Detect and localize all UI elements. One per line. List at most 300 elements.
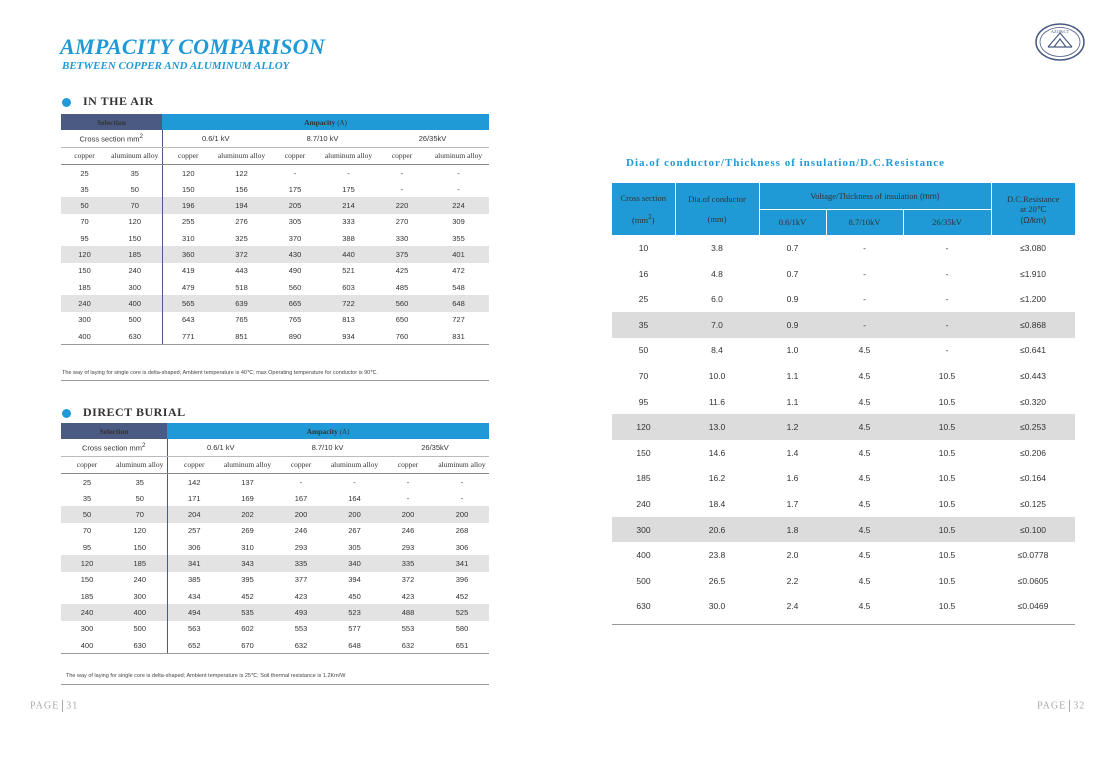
- dia-table-body: [612, 235, 1075, 619]
- table-row: [612, 235, 1075, 261]
- table-cell: 330: [395, 233, 409, 243]
- table-cell: 164: [348, 493, 361, 503]
- table-cell: 70: [638, 370, 649, 381]
- column-header: aluminum alloy: [328, 456, 381, 473]
- table-cell: 169: [241, 493, 254, 503]
- table-cell: 300: [612, 517, 675, 543]
- table-cell: 150: [80, 575, 94, 585]
- voltage-header: 26/35kV: [376, 130, 489, 147]
- table-cell: 200: [274, 506, 328, 522]
- table-cell: 194: [214, 197, 269, 213]
- table-row: [612, 440, 1075, 466]
- column-header: copper: [162, 147, 214, 164]
- table-cell: 4.5: [858, 498, 871, 509]
- table-cell: 1.2: [759, 414, 826, 440]
- resistance-header: D.C.Resistance at 20℃ (Ω/km): [991, 183, 1075, 235]
- table-cell: 205: [269, 197, 321, 213]
- table-cell: ≤0.0469: [1017, 601, 1049, 612]
- table-cell: 4.5: [858, 601, 871, 612]
- table-row: [61, 328, 489, 345]
- table-row: [61, 572, 489, 588]
- table-row: [61, 539, 489, 555]
- section-heading-air: IN THE AIR: [62, 94, 154, 109]
- table-cell: 440: [321, 246, 376, 262]
- table-row: [612, 517, 1075, 543]
- table-cell: 400: [113, 604, 167, 620]
- air-ampacity-table: [61, 114, 489, 345]
- table-cell: 167: [294, 493, 308, 503]
- table-cell: 175: [342, 184, 355, 194]
- svg-text:AZO&CT: AZO&CT: [1050, 29, 1070, 34]
- table-cell: 150: [108, 230, 162, 246]
- table-cell: 150: [636, 447, 651, 458]
- table-cell: -: [863, 294, 866, 305]
- table-cell: 2.4: [786, 601, 799, 612]
- table-cell: 443: [235, 266, 248, 276]
- table-cell: 50: [638, 345, 649, 356]
- table-cell: -: [863, 242, 866, 253]
- table-row: [612, 466, 1075, 492]
- table-cell: 246: [294, 526, 308, 536]
- table-cell: -: [457, 184, 460, 194]
- table-cell: 1.0: [786, 345, 799, 356]
- material-header-row: [61, 456, 489, 473]
- table-cell: 4.5: [858, 447, 871, 458]
- table-cell: 70: [113, 506, 167, 522]
- table-cell: 240: [113, 572, 167, 588]
- column-header: copper: [167, 456, 221, 473]
- table-cell: 340: [328, 555, 381, 571]
- bullet-dot-icon: [62, 409, 71, 418]
- table-row: [61, 230, 489, 246]
- table-cell: 493: [274, 604, 328, 620]
- table-cell: 240: [636, 498, 651, 509]
- page-subtitle: BETWEEN COPPER AND ALUMINUM ALLOY: [62, 60, 290, 72]
- table-cell: 400: [108, 295, 162, 311]
- cross-section-header: Cross section $mm^2$: [61, 439, 167, 456]
- table-cell: 372: [214, 246, 269, 262]
- table-cell: 563: [187, 624, 201, 634]
- column-header: copper: [269, 147, 321, 164]
- table-cell: 175: [288, 184, 302, 194]
- table-cell: 306: [455, 542, 469, 552]
- table-cell: 485: [395, 282, 409, 292]
- table-cell: ≤1.910: [1020, 268, 1046, 279]
- table-cell: 4.5: [858, 473, 871, 484]
- table-cell: 95: [638, 396, 649, 407]
- table-cell: 630: [113, 637, 167, 654]
- table-cell: 934: [321, 328, 376, 345]
- table-row: [61, 490, 489, 506]
- table-cell: 95: [80, 233, 89, 243]
- table-cell: 35: [82, 493, 92, 503]
- table-cell: -: [299, 477, 303, 487]
- table-cell: 18.4: [708, 498, 726, 509]
- page-number-right: PAGE 32: [1037, 700, 1086, 712]
- table-cell: 632: [381, 637, 435, 654]
- table-row: [612, 363, 1075, 389]
- table-cell: 0.7: [786, 268, 799, 279]
- table-cell: 200: [328, 506, 381, 522]
- table-row: [61, 621, 489, 637]
- air-note-divider: [61, 380, 489, 381]
- table-row: [612, 261, 1075, 287]
- burial-table-note: The way of laying for single core is delta-shaped; Ambient temperature is 25℃; Soil thermal resistance is 1.2Km/W: [66, 673, 346, 679]
- table-cell: 385: [187, 575, 201, 585]
- column-header: copper: [61, 147, 108, 164]
- table-cell: -: [460, 493, 464, 503]
- material-header-row: [61, 147, 489, 164]
- table-cell: 20.6: [675, 517, 759, 543]
- table-cell: 150: [113, 539, 167, 555]
- table-cell: 2.0: [786, 550, 799, 561]
- table-row: [612, 286, 1075, 312]
- table-cell: 16: [638, 268, 649, 279]
- table-cell: 8.4: [711, 345, 723, 356]
- table-cell: 6.0: [711, 294, 723, 305]
- table-cell: 643: [181, 315, 195, 325]
- table-cell: 521: [342, 266, 355, 276]
- page-number-left: PAGE 31: [30, 700, 79, 712]
- table-cell: 200: [435, 506, 489, 522]
- table-row: [61, 263, 489, 279]
- table-cell: 4.5: [858, 370, 871, 381]
- table-cell: 813: [342, 315, 355, 325]
- table-cell: 851: [214, 328, 269, 345]
- table-cell: 400: [636, 550, 651, 561]
- table-cell: 306: [187, 542, 201, 552]
- table-cell: 25: [82, 477, 92, 487]
- table-cell: 202: [221, 506, 274, 522]
- table-cell: 50: [113, 490, 167, 506]
- table-cell: 120: [113, 523, 167, 539]
- column-header: copper: [61, 456, 113, 473]
- table-row: [61, 523, 489, 539]
- table-cell: -: [457, 168, 460, 178]
- table-cell: 360: [162, 246, 214, 262]
- table-cell: 204: [167, 506, 221, 522]
- table-cell: 560: [288, 282, 302, 292]
- table-row: [61, 197, 489, 213]
- table-cell: 479: [181, 282, 195, 292]
- table-cell: 11.6: [709, 396, 725, 407]
- table-cell: 494: [167, 604, 221, 620]
- table-cell: 16.2: [708, 473, 726, 484]
- table-cell: 553: [294, 624, 308, 634]
- table-cell: 70: [108, 197, 162, 213]
- table-cell: 35: [113, 473, 167, 490]
- selection-header: Selection: [61, 423, 167, 439]
- table-cell: 200: [381, 506, 435, 522]
- table-cell: ≤0.641: [1020, 345, 1046, 356]
- ampacity-header: Ampacity (A): [167, 423, 489, 439]
- table-cell: 535: [221, 604, 274, 620]
- table-cell: 10.5: [903, 414, 991, 440]
- table-cell: 35: [80, 184, 89, 194]
- table-cell: ≤0.253: [991, 414, 1075, 440]
- table-cell: 2.2: [786, 575, 799, 586]
- table-cell: 377: [294, 575, 308, 585]
- table-cell: 120: [61, 246, 108, 262]
- table-cell: -: [945, 294, 949, 305]
- table-cell: 490: [288, 266, 302, 276]
- table-cell: 150: [181, 184, 195, 194]
- table-cell: -: [400, 184, 404, 194]
- table-cell: 523: [328, 604, 381, 620]
- table-cell: 240: [108, 263, 162, 279]
- table-cell: 137: [241, 477, 254, 487]
- table-cell: 185: [78, 282, 91, 292]
- table-cell: 14.6: [708, 447, 726, 458]
- table-cell: 300: [113, 588, 167, 604]
- table-cell: 452: [241, 591, 254, 601]
- table-row: [61, 181, 489, 197]
- table-row: [612, 542, 1075, 568]
- table-cell: 4.8: [711, 268, 723, 279]
- table-cell: -: [826, 312, 903, 338]
- table-cell: 765: [288, 315, 302, 325]
- table-cell: 639: [214, 295, 269, 311]
- table-cell: 1.1: [786, 396, 799, 407]
- company-logo: [1034, 22, 1086, 62]
- table-cell: 722: [321, 295, 376, 311]
- voltage-subheader: 8.7/10kV: [826, 209, 903, 235]
- voltage-insulation-header: Voltage/Thickness of insulation (mm): [759, 183, 991, 209]
- table-cell: 214: [321, 197, 376, 213]
- table-cell: 25: [80, 168, 89, 178]
- table-cell: 10.5: [938, 550, 956, 561]
- table-cell: ≤0.100: [991, 517, 1075, 543]
- table-cell: 246: [401, 526, 415, 536]
- table-cell: 831: [428, 328, 489, 345]
- table-cell: 580: [455, 624, 469, 634]
- table-row: [61, 588, 489, 604]
- column-header: aluminum alloy: [113, 456, 167, 473]
- table-cell: 10.5: [938, 447, 956, 458]
- table-cell: 70: [80, 217, 89, 227]
- voltage-header: 0.6/1 kV: [162, 130, 269, 147]
- table-cell: 651: [435, 637, 489, 654]
- ampacity-header: Ampacity (A): [162, 114, 489, 130]
- table-cell: 10.5: [938, 498, 956, 509]
- bullet-dot-icon: [62, 98, 71, 107]
- table-cell: 652: [167, 637, 221, 654]
- table-cell: 293: [294, 542, 308, 552]
- table-cell: 10: [638, 242, 649, 253]
- table-cell: 4.5: [826, 517, 903, 543]
- table-cell: 4.5: [858, 575, 871, 586]
- table-cell: -: [945, 345, 949, 356]
- table-cell: 120: [612, 414, 675, 440]
- table-row: [61, 555, 489, 571]
- column-header: aluminum alloy: [221, 456, 274, 473]
- table-cell: 0.7: [786, 242, 799, 253]
- table-row: [61, 295, 489, 311]
- table-cell: 630: [108, 328, 162, 345]
- table-row: [612, 568, 1075, 594]
- table-cell: 240: [61, 604, 113, 620]
- table-cell: 171: [187, 493, 201, 503]
- table-cell: -: [863, 268, 866, 279]
- table-cell: 727: [452, 315, 465, 325]
- table-cell: 370: [288, 233, 302, 243]
- table-cell: -: [945, 268, 949, 279]
- table-cell: 269: [241, 526, 254, 536]
- table-cell: 341: [167, 555, 221, 571]
- table-cell: 300: [108, 279, 162, 295]
- column-header: aluminum alloy: [428, 147, 489, 164]
- table-cell: 50: [61, 197, 108, 213]
- dia-resistance-table: [612, 183, 1075, 619]
- table-cell: 30.0: [708, 601, 726, 612]
- table-cell: -: [347, 168, 350, 178]
- table-cell: 156: [235, 184, 248, 194]
- dia-table-title: Dia.of conductor/Thickness of insulation/D.C.Resistance: [626, 157, 946, 169]
- table-cell: 0.9: [759, 312, 826, 338]
- table-cell: 4.5: [826, 414, 903, 440]
- table-cell: 375: [376, 246, 428, 262]
- air-table-note: The way of laying for single core is delta-shaped; Ambient temperature is 40℃; max Operating temperature for conductor is 90℃.: [62, 370, 378, 376]
- table-cell: 268: [455, 526, 469, 536]
- table-cell: 4.5: [858, 345, 871, 356]
- table-cell: 300: [80, 624, 94, 634]
- table-row: [61, 312, 489, 328]
- table-cell: 150: [78, 266, 91, 276]
- table-cell: 343: [221, 555, 274, 571]
- table-cell: 394: [348, 575, 361, 585]
- table-cell: 630: [636, 601, 651, 612]
- table-cell: 452: [455, 591, 469, 601]
- table-row: [612, 594, 1075, 620]
- table-cell: 255: [181, 217, 195, 227]
- table-row: [61, 164, 489, 181]
- table-cell: 1.6: [786, 473, 799, 484]
- table-row: [612, 338, 1075, 364]
- page-title: AMPACITY COMPARISON: [60, 34, 326, 59]
- table-cell: 185: [80, 591, 94, 601]
- table-cell: -: [406, 493, 410, 503]
- table-cell: 577: [348, 624, 361, 634]
- column-header: aluminum alloy: [214, 147, 269, 164]
- table-cell: ≤0.0605: [1017, 575, 1049, 586]
- table-cell: 35: [108, 164, 162, 181]
- table-row: [612, 414, 1075, 440]
- table-cell: 4.5: [858, 396, 871, 407]
- table-cell: 355: [452, 233, 465, 243]
- table-cell: 500: [113, 621, 167, 637]
- table-cell: -: [945, 242, 949, 253]
- table-cell: 309: [452, 217, 465, 227]
- table-cell: 257: [187, 526, 201, 536]
- table-cell: 50: [108, 181, 162, 197]
- table-cell: 224: [428, 197, 489, 213]
- voltage-subheader: 0.6/1kV: [759, 209, 826, 235]
- table-cell: ≤0.125: [1020, 498, 1046, 509]
- table-cell: ≤0.206: [1020, 447, 1046, 458]
- burial-table-body: [61, 473, 489, 653]
- table-cell: 10.5: [938, 575, 956, 586]
- table-cell: 560: [376, 295, 428, 311]
- voltage-header: 26/35kV: [381, 439, 489, 456]
- column-header: copper: [381, 456, 435, 473]
- table-cell: 518: [235, 282, 248, 292]
- table-cell: 335: [381, 555, 435, 571]
- table-cell: 185: [636, 473, 651, 484]
- table-cell: -: [903, 312, 991, 338]
- table-cell: 70: [82, 526, 92, 536]
- table-cell: 425: [395, 266, 409, 276]
- table-cell: 3.8: [711, 242, 723, 253]
- table-cell: 434: [187, 591, 201, 601]
- table-cell: 220: [376, 197, 428, 213]
- table-cell: 300: [78, 315, 91, 325]
- table-cell: 525: [435, 604, 489, 620]
- table-cell: 25: [638, 294, 649, 305]
- burial-note-divider: [61, 684, 489, 685]
- conductor-dia-header: Dia.of conductor (mm): [675, 183, 759, 235]
- table-cell: -: [406, 477, 410, 487]
- table-cell: 185: [108, 246, 162, 262]
- table-cell: ≤0.0778: [1017, 550, 1049, 561]
- table-cell: 500: [636, 575, 651, 586]
- table-cell: 10.5: [938, 396, 956, 407]
- table-cell: 396: [455, 575, 469, 585]
- table-cell: 648: [328, 637, 381, 654]
- table-cell: ≤0.320: [1020, 396, 1046, 407]
- table-cell: 341: [435, 555, 489, 571]
- table-row: [61, 473, 489, 490]
- table-cell: 500: [108, 312, 162, 328]
- column-header: copper: [274, 456, 328, 473]
- table-cell: 602: [241, 624, 254, 634]
- table-cell: 196: [162, 197, 214, 213]
- table-row: [61, 506, 489, 522]
- table-cell: 13.0: [675, 414, 759, 440]
- table-cell: 1.4: [786, 447, 799, 458]
- voltage-header: 8.7/10 kV: [274, 439, 381, 456]
- table-cell: 10.5: [938, 473, 956, 484]
- table-cell: 310: [181, 233, 195, 243]
- table-cell: 419: [181, 266, 195, 276]
- table-cell: 423: [294, 591, 308, 601]
- table-cell: 670: [221, 637, 274, 654]
- table-cell: 1.7: [786, 498, 799, 509]
- table-cell: 430: [269, 246, 321, 262]
- cross-section-header: Cross section $(mm^2)$: [612, 183, 675, 235]
- table-cell: 35: [612, 312, 675, 338]
- table-cell: 10.5: [938, 601, 956, 612]
- table-cell: 771: [162, 328, 214, 345]
- table-cell: 400: [61, 637, 113, 654]
- air-table-body: [61, 164, 489, 344]
- table-cell: ≤1.200: [1020, 294, 1046, 305]
- table-cell: 0.9: [786, 294, 799, 305]
- column-header: aluminum alloy: [321, 147, 376, 164]
- selection-header: Selection: [61, 114, 162, 130]
- table-cell: 890: [269, 328, 321, 345]
- table-cell: ≤3.080: [1020, 242, 1046, 253]
- table-cell: 395: [241, 575, 254, 585]
- table-cell: 765: [235, 315, 248, 325]
- table-cell: 310: [241, 542, 254, 552]
- table-cell: 276: [235, 217, 248, 227]
- column-header: aluminum alloy: [435, 456, 489, 473]
- table-cell: 23.8: [708, 550, 726, 561]
- table-cell: 335: [274, 555, 328, 571]
- table-cell: 401: [428, 246, 489, 262]
- table-cell: 548: [452, 282, 465, 292]
- table-cell: 450: [348, 591, 361, 601]
